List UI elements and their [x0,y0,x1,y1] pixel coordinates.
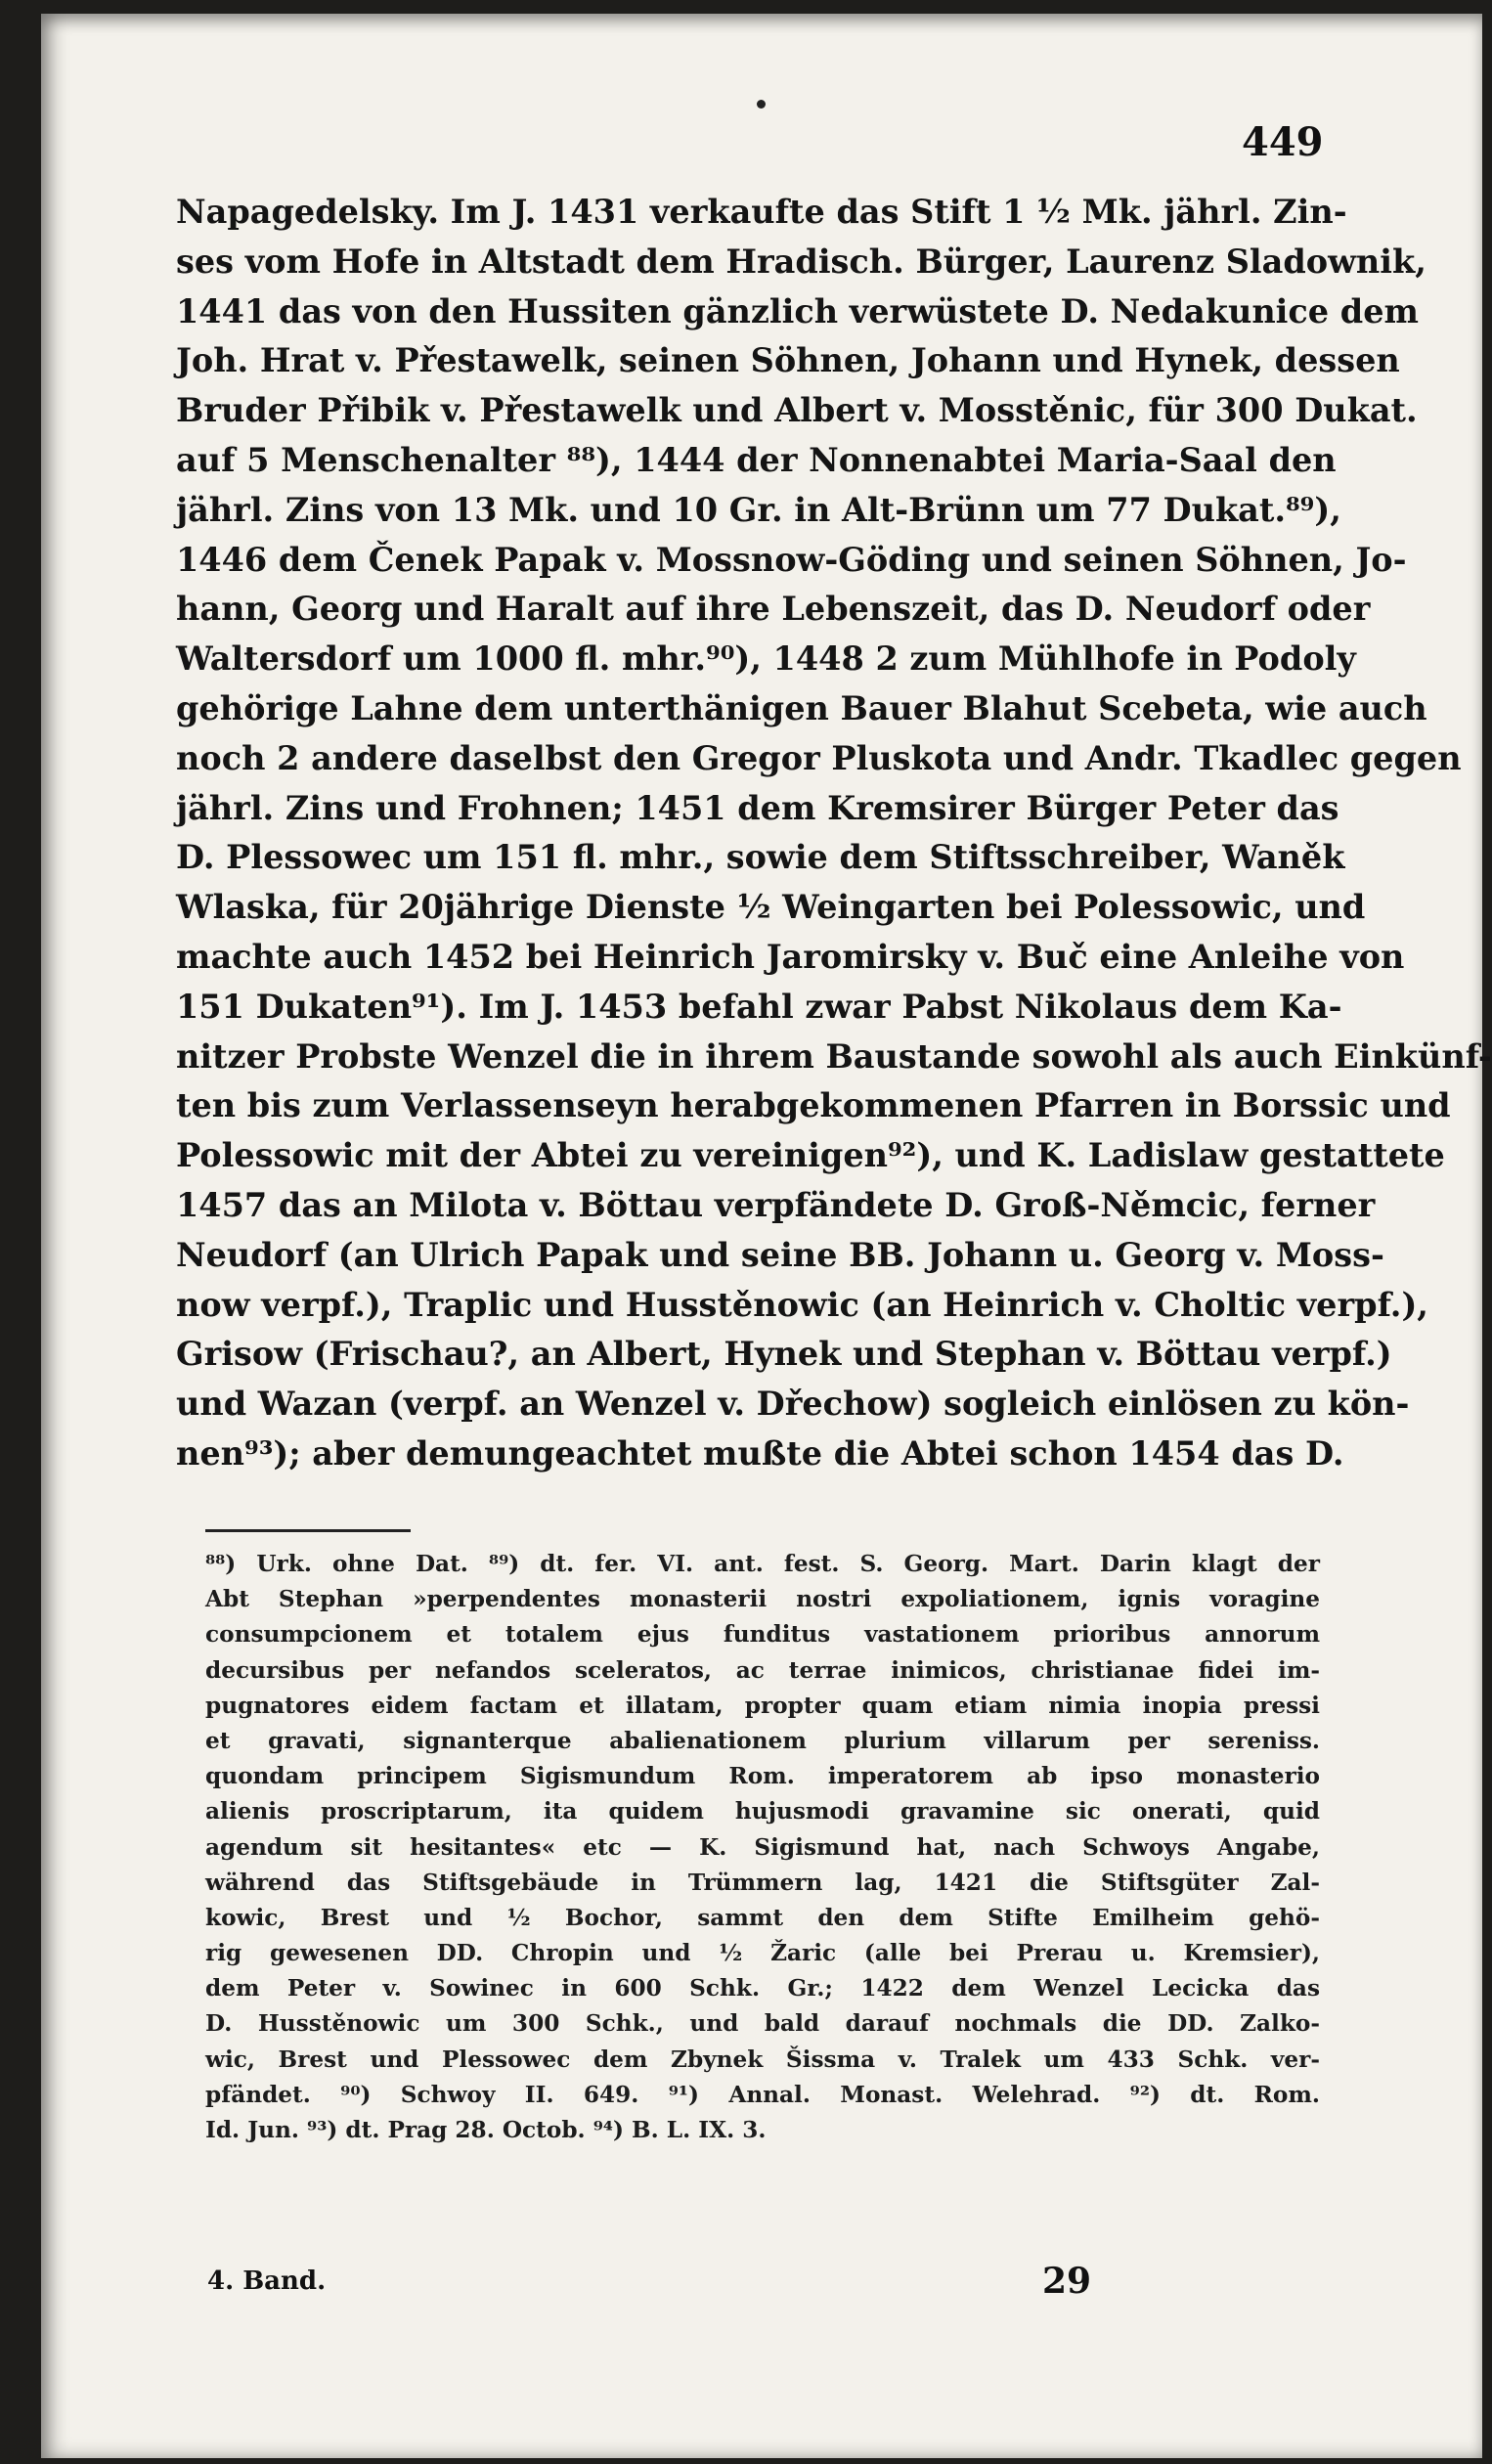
text-line: Grisow (Frischau?, an Albert, Hynek und Stephan v. Böttau verpf.) [176,1335,1392,1374]
footnote-line: D. Husstěnowic um 300 Schk., und bald darauf nochmals die DD. Zalko- [205,2010,1320,2038]
text-line: Neudorf (an Ulrich Papak und seine BB. Johann u. Georg v. Moss- [176,1235,1384,1274]
signature-number: 29 [1042,2261,1092,2302]
text-line: Polessowic mit der Abtei zu vereinigen⁹²), und K. Ladislaw gestattete [176,1136,1445,1175]
text-line: machte auch 1452 bei Heinrich Jaromirsky v. Buč eine Anleihe von [176,937,1405,976]
footnote-rule [205,1529,411,1532]
page-number: 449 [1242,119,1324,165]
text-line: 151 Dukaten⁹¹). Im J. 1453 befahl zwar Pabst Nikolaus dem Ka- [176,987,1342,1026]
text-line: now verpf.), Traplic und Husstěnowic (an Heinrich v. Choltic verpf.), [176,1285,1428,1324]
text-line: 1457 das an Milota v. Böttau verpfändete D. Groß-Němcic, ferner [176,1185,1376,1224]
footnote-line: et gravati, signanterque abalienationem plurium villarum per sereniss. [205,1727,1320,1754]
signature-mark: 4. Band. [207,2266,327,2296]
footnote-line: decursibus per nefandos sceleratos, ac terrae inimicos, christianae fidei im- [205,1656,1320,1684]
text-line: gehörige Lahne dem unterthänigen Bauer Blahut Scebeta, wie auch [176,688,1427,727]
text-line: Waltersdorf um 1000 fl. mhr.⁹⁰), 1448 2 zum Mühlhofe in Podoly [176,639,1356,679]
text-line: hann, Georg und Haralt auf ihre Lebenszeit, das D. Neudorf oder [176,590,1371,629]
text-line: nen⁹³); aber demungeachtet mußte die Abtei schon 1454 das D. [176,1433,1344,1473]
footnote-line: ⁸⁸) Urk. ohne Dat. ⁸⁹) dt. fer. VI. ant. fest. S. Georg. Mart. Darin klagt der [205,1551,1320,1577]
book-page [41,14,1492,2458]
text-line: ses vom Hofe in Altstadt dem Hradisch. Bürger, Laurenz Sladownik, [176,242,1426,281]
footnote-line: Id. Jun. ⁹³) dt. Prag 28. Octob. ⁹⁴) B. L. IX. 3. [205,2117,767,2143]
text-line: Bruder Přibik v. Přestawelk und Albert v. Mosstěnic, für 300 Dukat. [176,391,1418,430]
footnote-line: pfändet. ⁹⁰) Schwoy II. 649. ⁹¹) Annal. Monast. Welehrad. ⁹²) dt. Rom. [205,2081,1320,2108]
text-line: und Wazan (verpf. an Wenzel v. Dřechow) sogleich einlösen zu kön- [176,1385,1410,1424]
footnotes [205,1547,1320,2148]
text-line: auf 5 Menschenalter ⁸⁸), 1444 der Nonnenabtei Maria-Saal den [176,440,1337,479]
text-line: Wlaska, für 20jährige Dienste ½ Weingarten bei Polessowic, und [176,888,1366,927]
footnote-line: kowic, Brest und ½ Bochor, sammt den dem Stifte Emilheim gehö- [205,1904,1320,1931]
text-line: jährl. Zins und Frohnen; 1451 dem Kremsirer Bürger Peter das [176,788,1339,827]
text-line: Napagedelsky. Im J. 1431 verkaufte das Stift 1 ½ Mk. jährl. Zin- [176,193,1347,231]
ink-dot [757,100,766,109]
main-text [176,188,1492,1479]
text-line: D. Plessowec um 151 fl. mhr., sowie dem Stiftsschreiber, Waněk [176,838,1345,877]
footnote-line: dem Peter v. Sowinec in 600 Schk. Gr.; 1422 dem Wenzel Lecicka das [205,1975,1320,2002]
text-line: noch 2 andere daselbst den Gregor Pluskota und Andr. Tkadlec gegen [176,738,1462,777]
footnote-line: consumpcionem et totalem ejus funditus vastationem prioribus annorum [205,1621,1320,1649]
text-line: 1446 dem Čenek Papak v. Mossnow-Göding und seinen Söhnen, Jo- [176,540,1407,579]
footnote-line: agendum sit hesitantes« etc — K. Sigismund hat, nach Schwoys Angabe, [205,1833,1320,1861]
footnote-line: pugnatores eidem factam et illatam, propter quam etiam nimia inopia pressi [205,1692,1320,1719]
footnote-line: rig gewesenen DD. Chropin und ½ Žaric (alle bei Prerau u. Kremsier), [205,1940,1320,1967]
footnote-line: während das Stiftsgebäude in Trümmern lag, 1421 die Stiftsgüter Zal- [205,1869,1320,1896]
text-line: ten bis zum Verlassenseyn herabgekommenen Pfarren in Borssic und [176,1086,1451,1125]
text-line: 1441 das von den Hussiten gänzlich verwüstete D. Nedakunice dem [176,291,1419,330]
text-line: nitzer Probste Wenzel die in ihrem Baustande sowohl als auch Einkünf- [176,1036,1492,1076]
text-line: jährl. Zins von 13 Mk. und 10 Gr. in Alt-Brünn um 77 Dukat.⁸⁹), [176,490,1341,529]
footnote-line: quondam principem Sigismundum Rom. imperatorem ab ipso monasterio [205,1763,1320,1790]
footnote-line: alienis proscriptarum, ita quidem hujusmodi gravamine sic onerati, quid [205,1798,1320,1826]
text-line: Joh. Hrat v. Přestawelk, seinen Söhnen, Johann und Hynek, dessen [176,341,1400,380]
footnote-line: wic, Brest und Plessowec dem Zbynek Šissma v. Tralek um 433 Schk. ver- [205,2046,1320,2073]
footnote-line: Abt Stephan »perpendentes monasterii nostri expoliationem, ignis voragine [205,1586,1320,1613]
